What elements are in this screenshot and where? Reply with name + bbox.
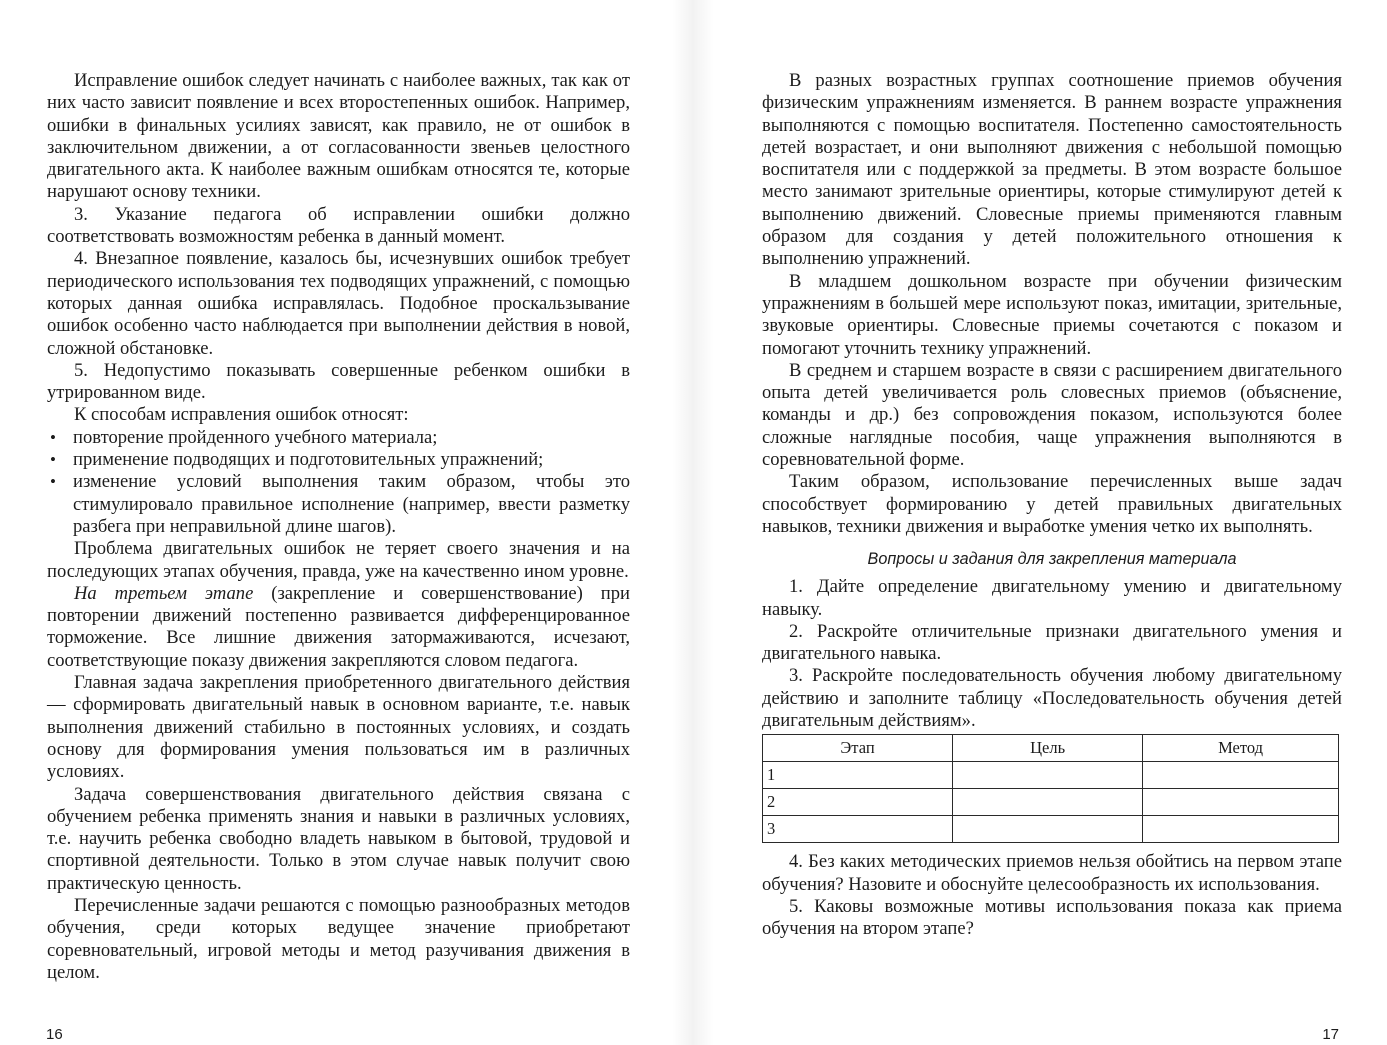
paragraph: 4. Внезапное появление, казалось бы, исчезнувших ошибок требует периодического использования тех подводящих упражнений, с помощью которых данная ошибка исправлялась. Подобное проскальзывание ошибок особенно часто наблюдается при выполнении действия в новой, сложной обстановке. (47, 248, 630, 359)
paragraph: Проблема двигательных ошибок не теряет своего значения и на последующих этапах обучения, правда, уже на качественно ином уровне. (47, 538, 630, 582)
paragraph: В среднем и старшем возрасте в связи с расширением двигательного опыта детей увеличивается роль словесных приемов (объяснение, команды и др.) без сопровождения показом, используются более сложные наглядные пособия, чаще упражнения выполняются в соревновательной форме. (762, 359, 1342, 471)
third-stage-paragraph (47, 583, 630, 672)
learning-sequence-table (762, 734, 1339, 843)
list-item: • применение подводящих и подготовительных упражнений; (47, 449, 630, 471)
column-header-method: Метод (1143, 735, 1339, 762)
question: 5. Каковы возможные мотивы использования показа как приема обучения на втором этапе? (762, 895, 1342, 940)
left-page (0, 0, 693, 1045)
question: 4. Без каких методических приемов нельзя обойтись на первом этапе обучения? Назовите и обоснуйте целесообразность их использования. (762, 851, 1342, 895)
table-cell (1143, 789, 1339, 816)
paragraph: В младшем дошкольном возрасте при обучении физическим упражнениям в большей мере используют показ, имитации, зрительные, звуковые ориентиры. Словесные приемы сочетаются с показом и помогают уточнить технику упражнений. (762, 270, 1342, 359)
right-page-text (762, 70, 1342, 941)
list-item: • изменение условий выполнения таким образом, чтобы это стимулировало правильное исполнение (например, ввести разметку разбега при неправильной длине шагов). (47, 471, 630, 538)
table-cell (953, 789, 1143, 816)
section-heading: Вопросы и задания для закрепления материала (867, 550, 1237, 569)
third-stage-text: (закрепление и совершенствование) при повторении движений постепенно развивается дифференцированное торможение. Все лишние движения затормаживаются, исчезают, соответствующие показу движения закрепляются словом педагога. (47, 582, 630, 671)
third-stage-emphasis: На третьем этапе (74, 582, 254, 604)
paragraph: Задача совершенствования двигательного действия связана с обучением ребенка применять знания и навыки в различных условиях, т.е. научить ребенка свободно владеть навыком в бытовой, трудовой и спортивной деятельности. Только в этом случае навык получит свою практическую ценность. (47, 783, 630, 894)
left-page-text (47, 70, 630, 984)
paragraph: К способам исправления ошибок относят: (74, 404, 409, 426)
error-correction-methods-list (47, 427, 630, 538)
table-cell: 2 (763, 789, 953, 816)
paragraph: 3. Указание педагога об исправлении ошибки должно соответствовать возможностям ребенка в данный момент. (47, 203, 630, 248)
table-header-row (763, 735, 1339, 762)
table-cell (953, 762, 1143, 789)
paragraph: Исправление ошибок следует начинать с наиболее важных, так как от них часто зависит появление и всех второстепенных ошибок. Например, ошибки в финальных усилиях зависят, как правило, не от ошибок в заключительном движении, а от согласованности звеньев целостного двигательного акта. К наиболее важным ошибкам относятся те, которые нарушают основу техники. (47, 70, 630, 203)
table-cell: 3 (763, 816, 953, 843)
table-row (763, 762, 1339, 789)
column-header-stage: Этап (763, 735, 953, 762)
paragraph: Главная задача закрепления приобретенного двигательного действия — сформировать двигательный навык в основном варианте, т.е. навык выполнения движений стабильно в постоянных условиях, и создать основу для формирования умения пользоваться им в различных условиях. (47, 672, 630, 783)
table-cell (1143, 762, 1339, 789)
page-number: 17 (1322, 1026, 1339, 1043)
question: 3. Раскройте последовательность обучения любому двигательному действию и заполните таблицу «Последовательность обучения детей двигательным действиям». (762, 665, 1342, 732)
table-cell (1143, 816, 1339, 843)
table-cell: 1 (763, 762, 953, 789)
list-item: • повторение пройденного учебного материала; (47, 427, 630, 449)
table-row (763, 789, 1339, 816)
right-page (693, 0, 1387, 1045)
column-header-goal: Цель (953, 735, 1143, 762)
table-cell (953, 816, 1143, 843)
paragraph: В разных возрастных группах соотношение приемов обучения физическим упражнениям изменяется. В раннем возрасте упражнения выполняются с помощью воспитателя. Постепенно самостоятельность детей возрастает, и они выполняют движения с небольшой помощью воспитателя или с поддержкой за предметы. В этом возрасте большое место занимают зрительные ориентиры, которые стимулируют детей к выполнению движений. Словесные приемы применяются главным образом для создания у детей положительного отношения к выполнению упражнений. (762, 70, 1342, 270)
question: 1. Дайте определение двигательному умению и двигательному навыку. (762, 576, 1342, 620)
paragraph: Таким образом, использование перечисленных выше задач способствует формированию у детей правильных двигательных навыков, техники движения и выработке умения четко их выполнять. (762, 471, 1342, 537)
page-number: 16 (46, 1026, 63, 1043)
paragraph: Перечисленные задачи решаются с помощью разнообразных методов обучения, среди которых ведущее значение приобретают соревновательный, игровой методы и метод разучивания движения в целом. (47, 894, 630, 983)
question: 2. Раскройте отличительные признаки двигательного умения и двигательного навыка. (762, 620, 1342, 665)
table-row (763, 816, 1339, 843)
paragraph: 5. Недопустимо показывать совершенные ребенком ошибки в утрированном виде. (47, 359, 630, 404)
